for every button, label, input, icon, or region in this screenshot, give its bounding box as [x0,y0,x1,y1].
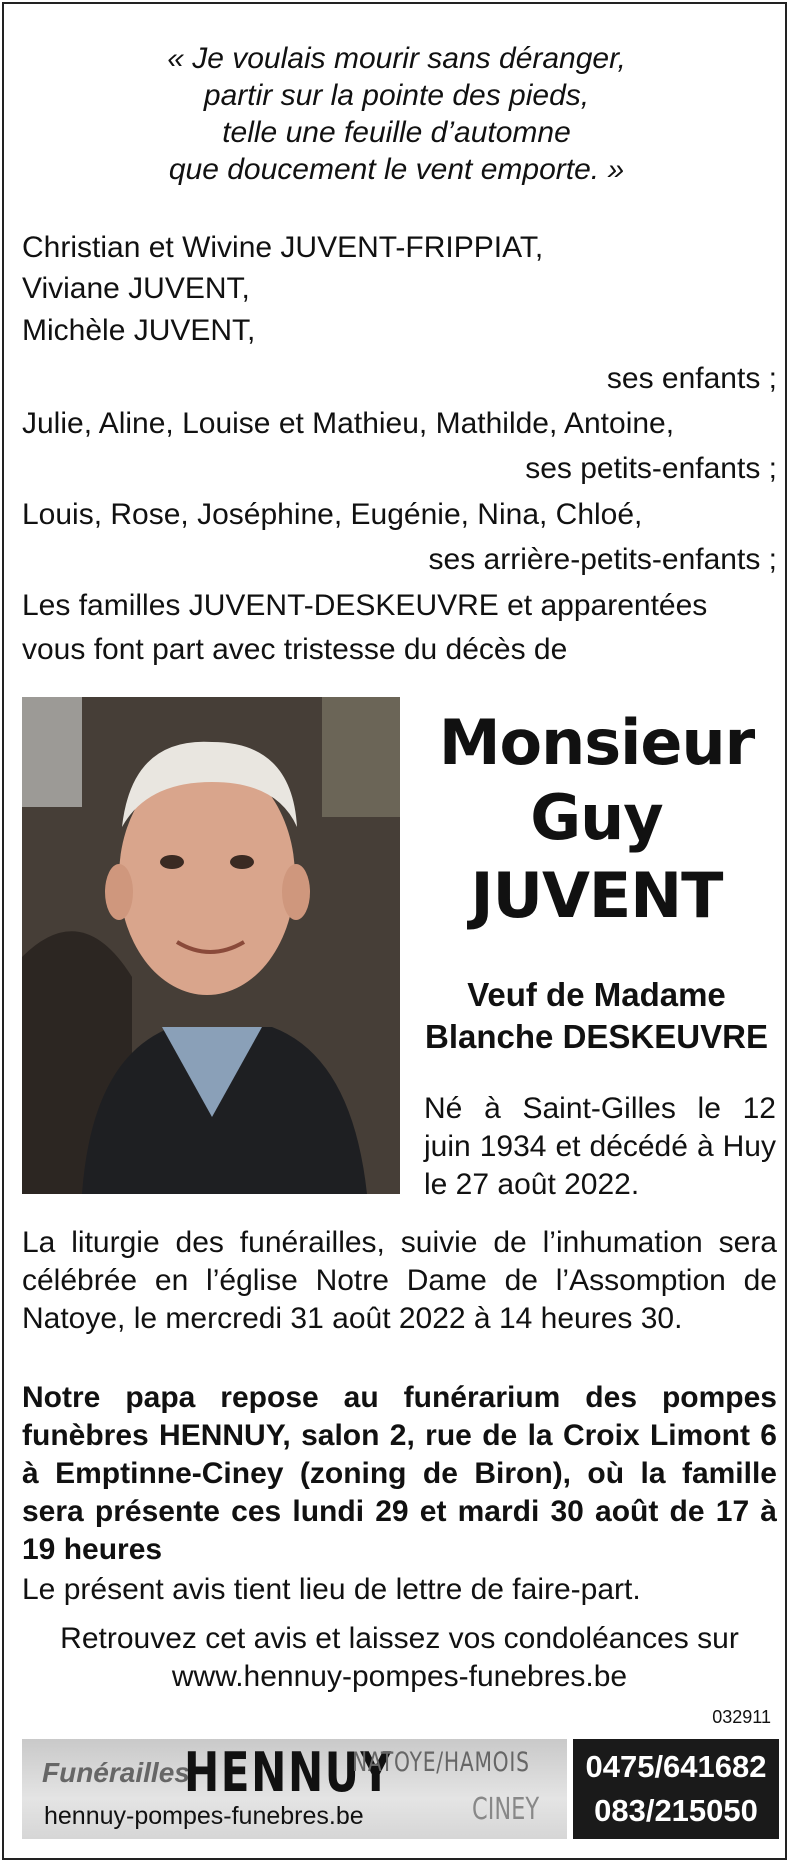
great-grandchildren-names: Louis, Rose, Joséphine, Eugénie, Nina, Chloé, [22,498,643,531]
liturgy-text: La liturgie des funérailles, suivie de l’inhumation sera célébrée en l’église Notre Dame de l’Assomption de Natoye, le mercredi 31 août 2022 à 14 heures 30. [22,1226,777,1335]
banner-location-ciney: CINEY [472,1792,540,1827]
epigraph-quote [4,40,787,188]
banner-brand-logo: HENNUY [184,1741,393,1804]
portrait-illustration [22,697,400,1194]
family-line: Michèle JUVENT, [22,314,256,347]
notice-text: Le présent avis tient lieu de lettre de faire-part. [22,1573,641,1606]
deceased-last-name: JUVENT [470,859,723,932]
banner-funerailles: Funérailles [42,1757,190,1788]
quote-line: que doucement le vent emporte. » [168,153,625,186]
deceased-first-name: Guy [530,781,663,854]
family-line: Viviane JUVENT, [22,272,250,305]
birth-death-dates: Né à Saint-Gilles le 12 juin 1934 et décédé à Huy le 27 août 2022. [424,1092,776,1201]
banner-left [22,1739,567,1839]
quote-line: telle une feuille d’automne [222,116,571,149]
phone-1[interactable]: 0475/641682 [585,1749,767,1784]
quote-line: « Je voulais mourir sans déranger, [167,42,626,75]
banner-phones [573,1739,779,1839]
widow-line-1: Veuf de Madame [467,976,726,1013]
quote-line: partir sur la pointe des pieds, [203,79,590,112]
condolences-text: Retrouvez cet avis et laissez vos condoléances sur [60,1622,739,1655]
banner-website[interactable]: hennuy-pompes-funebres.be [44,1802,364,1830]
grandchildren-label: ses petits-enfants ; [525,452,777,485]
reference-number: 032911 [712,1707,771,1727]
deceased-title: Monsieur [438,706,755,779]
phone-2[interactable]: 083/215050 [594,1793,758,1828]
deceased-portrait-photo [22,697,400,1194]
children-label: ses enfants ; [606,362,777,395]
widow-line-2: Blanche DESKEUVRE [425,1018,768,1055]
banner-locations: NATOYE/HAMOIS [352,1747,530,1778]
grandchildren-names: Julie, Aline, Louise et Mathieu, Mathilde, Antoine, [22,407,675,440]
great-grandchildren-label: ses arrière-petits-enfants ; [428,543,777,576]
condolences-url[interactable]: www.hennuy-pompes-funebres.be [171,1660,628,1693]
family-line: Christian et Wivine JUVENT-FRIPPIAT, [22,231,544,264]
visitation-text: Notre papa repose au funérarium des pompes funèbres HENNUY, salon 2, rue de la Croix Limont 6 à Emptinne-Ciney (zoning de Biron), où la famille sera présente ces lundi 29 et mardi 30 août de 17 à 19 heures [22,1381,777,1566]
funeral-home-banner [22,1739,779,1839]
families-line: Les familles JUVENT-DESKEUVRE et apparentées [22,589,708,622]
announcement-line: vous font part avec tristesse du décès de [22,633,568,666]
obituary-notice [2,2,787,1860]
